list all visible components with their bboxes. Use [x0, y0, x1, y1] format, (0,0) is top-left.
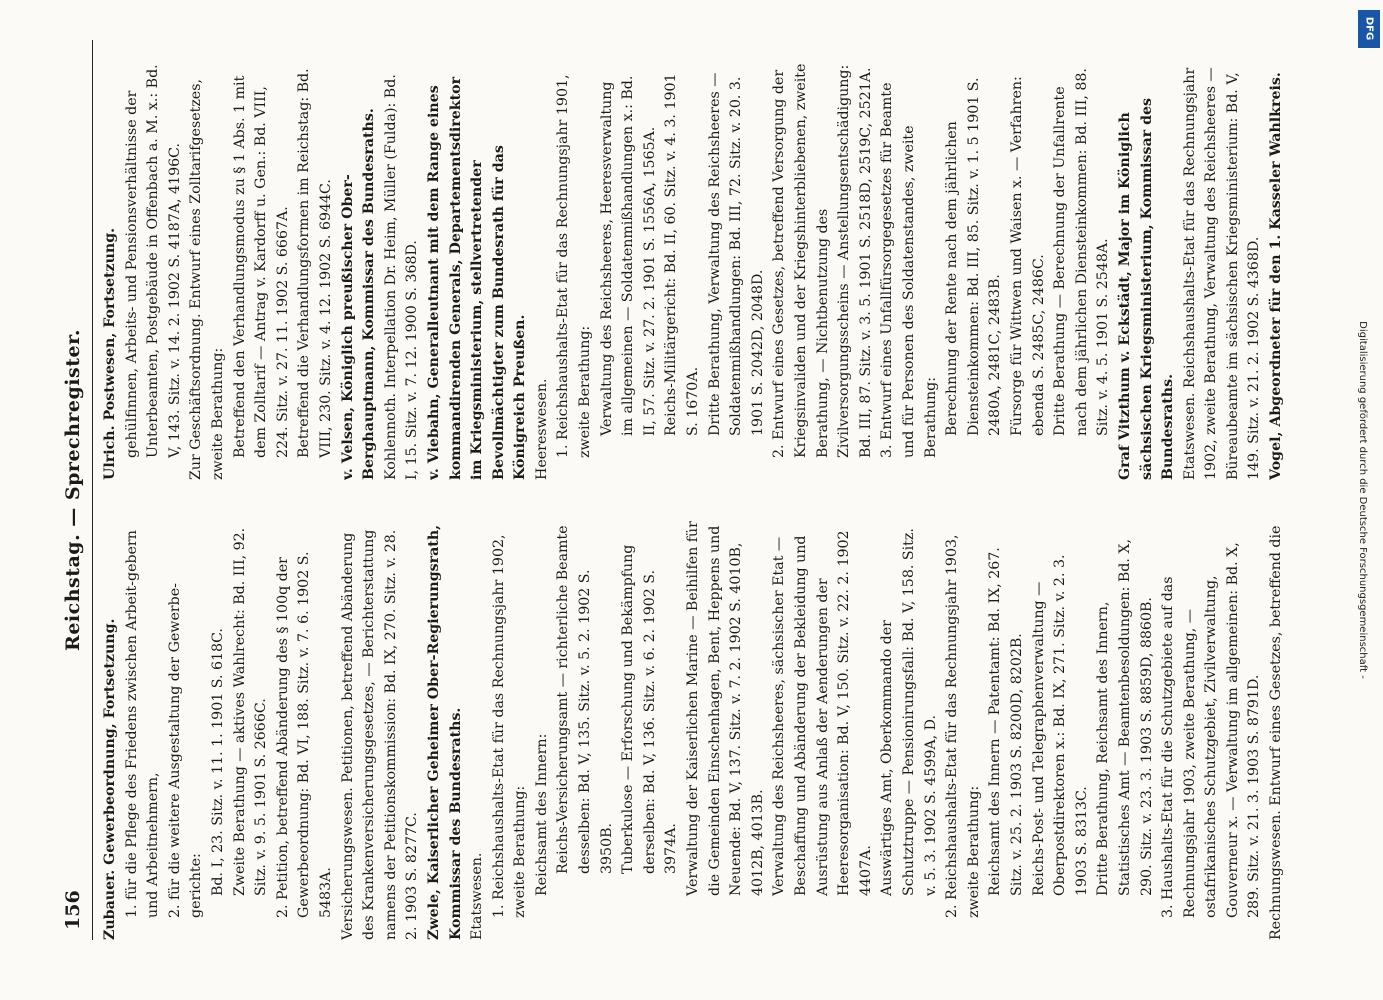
register-entry: Betreffend die Verhandlungsformen im Reichstag: Bd. VIII, 230. Sitz. v. 4. 12. 1902 S. 6944C.	[296, 68, 334, 458]
register-entry: Ulrich. Postwesen, Fortsetzung.	[102, 227, 118, 480]
register-entry: Berechnung der Rente nach dem jährlichen Diensteinkommen: Bd. III, 85. Sitz. v. 1. 5 1901 S. 2480A, 2481C, 2483B.	[944, 77, 1004, 436]
register-entry: Verwaltung der Kaiserlichen Marine — Beihilfen für die Gemeinden Einschenhagen, Bent, Heppens und Neuende: Bd. V, 137. Sitz. v. 7. 2. 1902 S. 4010B, 4012B, 4013B.	[685, 521, 766, 896]
digitization-footer	[1352, 60, 1372, 940]
right-column	[100, 60, 1290, 480]
register-entry: Dritte Berathung — Berechnung der Unfallrente nach dem jährlichen Diensteinkommen: Bd. III, 88. Sitz. v. 4. 5. 1901 S. 2548A.	[1052, 68, 1112, 436]
register-entry: 3. Entwurf eines Unfallfürsorgegesetzes für Beamte und für Personen des Soldatenstandes, zweite Berathung:	[879, 82, 939, 458]
register-entry: 1. Reichshaushalts-Etat für das Rechnungsjahr 1902, zweite Berathung:	[490, 534, 529, 918]
page-header	[58, 40, 93, 940]
register-entry: Zubauer. Gewerbeordnung, Fortsetzung.	[102, 618, 118, 940]
register-entry: Kohlennoth. Interpellation Dr. Heim, Müller (Fulda): Bd. I, 15. Sitz. v. 7. 12. 1900 S. 368D.	[382, 74, 421, 480]
register-entry: 3. Haushalts-Etat für die Schutzgebiete auf das Rechnungsjahr 1903, zweite Berathung, — ostafrikanisches Schutzgebiet, Zivilverwaltung, Gouverneur x. — Verwaltung im allgemeinen: Bd. X, 289. Sitz. v. 21. 3. 1903 S. 8791D.	[1160, 542, 1263, 918]
register-entry: Zweite Berathung — aktives Wahlrecht: Bd. III, 92. Sitz. v. 9. 5. 1901 S. 2666C.	[231, 527, 270, 896]
register-entry: 1. Reichshaushalts-Etat für das Rechnungsjahr 1901, zweite Berathung:	[555, 74, 594, 458]
dfg-logo-text: DFG	[1363, 16, 1375, 41]
register-entry: 1. für die Pflege des Friedens zwischen Arbeit-gebern und Arbeitnehmern,	[123, 530, 162, 918]
register-entry: Reichs-Post- und Telegraphenverwaltung — Oberpostdirektoren x.: Bd. IX, 271. Sitz. v. 2. 3. 1903 S. 8313C.	[1030, 554, 1090, 896]
register-entry: Rechnungswesen. Entwurf eines Gesetzes, betreffend die	[1268, 525, 1285, 940]
register-entry: Reichs-Militärgericht: Bd. II, 60. Sitz. v. 4. 3. 1901 S. 1670A.	[663, 73, 702, 436]
register-entry: 2. für die weitere Ausgestaltung der Gewerbe-gerichte:	[166, 583, 205, 918]
register-entry: Auswärtiges Amt, Oberkommando der Schutztruppe — Pensionirungsfall: Bd. V, 158. Sitz. v. 5. 3. 1902 S. 4599A, D.	[879, 528, 939, 896]
digitization-note: Digitalisierung gefördert durch die Deutsche Forschungsgemeinschaft -	[1357, 321, 1368, 679]
register-entry: Betreffend den Verhandlungsmodus zu § 1 Abs. 1 mit dem Zolltarif — Antrag v. Kardorff u. Gen.: Bd. VIII, 224. Sitz. v. 27. 11. 1902 S. 6667A.	[231, 75, 291, 458]
register-entry: Dritte Berathung, Reichsamt des Innern, Statistisches Amt — Beamtenbesoldungen: Bd. X, 290. Sitz. v. 23. 3. 1903 S. 8859D, 8860B.	[1095, 538, 1155, 896]
register-entry: Zur Geschäftsordnung. Entwurf eines Zolltarifgesetzes, zweite Berathung:	[188, 79, 226, 480]
register-entry: Graf Vitzthum v. Eckstädt, Major im Königlich sächsischen Kriegsministerium, Kommissar des Bundesraths.	[1116, 97, 1177, 480]
register-entry: 2. Entwurf eines Gesetzes, betreffend Versorgung der Kriegsinvaliden und der Kriegshinterbliebenen, zweite Berathung, — Nichtbenutzung des Zivilversorgungsscheins — Anstellungsentschädigung: Bd. III, 87. Sitz. v. 3. 5. 1901 S. 2518D, 2519C, 2521A.	[771, 63, 874, 458]
register-entry: Bd. I, 23. Sitz. v. 11. 1. 1901 S. 618C.	[209, 628, 226, 896]
running-title: Reichstag. — Sprechregister.	[62, 329, 84, 651]
register-entry: Etatswesen. Reichshaushalts-Etat für das Rechnungsjahr 1902, zweite Berathung, Verwaltung des Reichsheeres — Büreaubeamte im sächsischen Kriegsministerium: Bd. V, 149. Sitz. v. 21. 2. 1902 S. 4368D.	[1181, 67, 1263, 480]
register-entry: 2. Petition, betreffend Abänderung des § 100q der Gewerbeordnung: Bd. VI, 188. Sitz. v. 7. 6. 1902 S. 5483A.	[274, 551, 334, 918]
page-number: 156	[62, 890, 84, 930]
register-entry: Versicherungswesen. Petitionen, betreffend Abänderung des Krankenversicherungsgesetzes, — Berichterstattung namens der Petitionskommission: Bd. IX, 270. Sitz. v. 28. 2. 1903 S. 8277C.	[339, 529, 421, 940]
register-entry: 2. Reichshaushalts-Etat für das Rechnungsjahr 1903, zweite Berathung:	[944, 534, 982, 918]
register-entry: Reichs-Versicherungsamt — richterliche Beamte desselben: Bd. V, 135. Sitz. v. 5. 2. 1902 S. 3950B.	[555, 525, 615, 874]
register-entry: v. Velsen, Königlich preußischer Ober-Berghauptmann, Kommissar des Bundesraths.	[339, 108, 378, 480]
dfg-logo	[1358, 10, 1380, 48]
register-entry: Heereswesen.	[533, 378, 550, 480]
register-entry: Verwaltung des Reichsheeres, Heeresverwaltung im allgemeinen — Soldatenmißhandlungen x.: Bd. II, 57. Sitz. v. 27. 2. 1901 S. 1556A, 1565A.	[598, 75, 658, 436]
register-entry	[1288, 60, 1290, 480]
register-entry: v. Viebahn, Generalleutnant mit dem Range eines kommandirenden Generals, Departementsdirektor im Kriegsministerium, stellvertretender Bevollmächtigter zum Bundesrath für das Königreich Preußen.	[425, 76, 529, 480]
register-entry: Zwele, Kaiserlicher Geheimer Ober-Regierungsrath, Kommissar des Bundesraths.	[425, 524, 464, 940]
register-entry: Etatswesen.	[469, 852, 486, 940]
register-entry: Vogel, Abgeordneter für den 1. Kasseler Wahlkreis.	[1268, 72, 1285, 480]
register-entry: gehülfinnen, Arbeits- und Pensionsverhältnisse der Unterbeamten, Postgebäude in Offenbach a. M. x.: Bd. V, 143. Sitz. v. 14. 2. 1902 S. 4187A, 4196C.	[123, 64, 183, 458]
register-entry: Verwaltung des Reichsheeres, sächsischer Etat — Beschaffung und Abänderung der Bekleidung und Ausrüstung aus Anlaß der Aenderungen der Heeresorganisation: Bd. V, 150. Sitz. v. 22. 2. 1902 4407A.	[771, 530, 874, 896]
register-entry: Reichsamt des Innern:	[533, 733, 550, 896]
register-entry: Fürsorge für Wittwen und Waisen x. — Verfahren: ebenda S. 2485C, 2486C.	[1008, 76, 1047, 436]
register-entry: Tuberkulose — Erforschung und Bekämpfung derselben: Bd. V, 136. Sitz. v. 6. 2. 1902 S. 3974A.	[620, 544, 680, 874]
register-entry: Dritte Berathung, Verwaltung des Reichsheeres — Soldatenmißhandlungen: Bd. III, 72. Sitz. v. 20. 3. 1901 S. 2042D, 2048D.	[706, 72, 766, 436]
left-column	[100, 520, 1290, 940]
register-entry: Reichsamt des Innern — Patentamt: Bd. IX, 267. Sitz. v. 25. 2. 1903 S. 8200D, 8202B.	[987, 547, 1025, 896]
